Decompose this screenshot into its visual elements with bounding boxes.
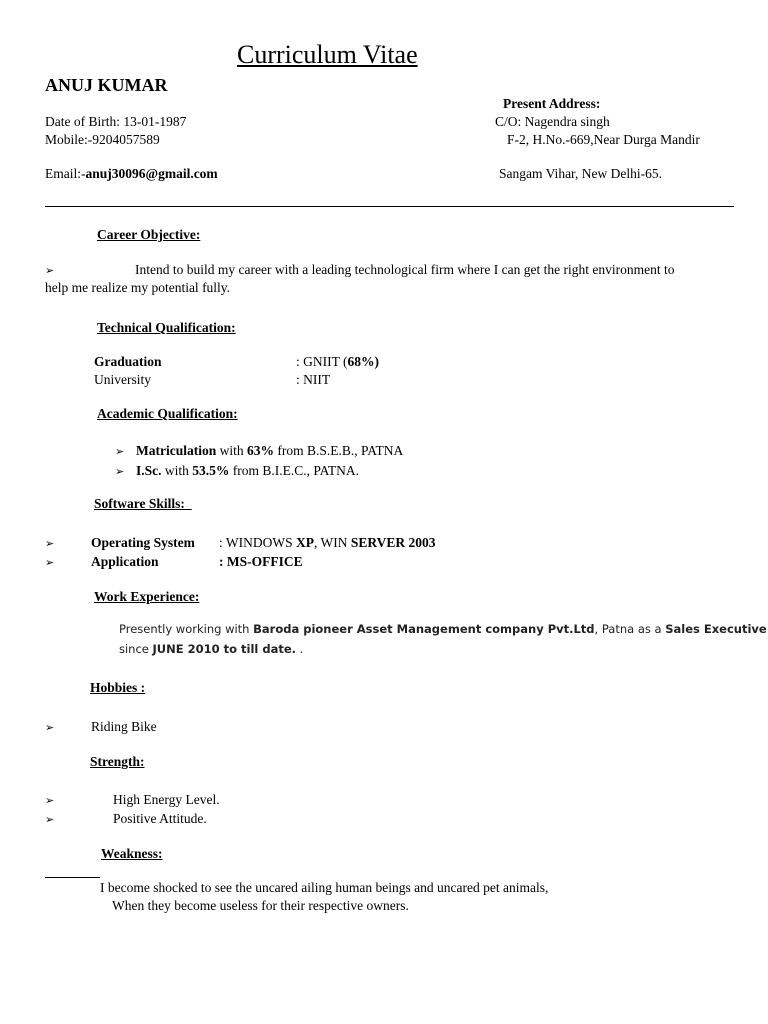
strength-item: High Energy Level.: [113, 792, 220, 807]
academic-item-text: with: [216, 443, 248, 458]
application-value: : MS-OFFICE: [219, 554, 303, 569]
address-line-2: F-2, H.No.-669,Near Durga Mandir: [507, 132, 700, 147]
strength-heading: Strength:: [90, 754, 145, 769]
operating-system-label: Operating System: [91, 535, 195, 550]
weakness-divider: [45, 877, 100, 878]
university-label: University: [94, 372, 151, 387]
academic-item-board: from B.S.E.B., PATNA: [274, 443, 404, 458]
work-experience-line-1: [119, 622, 767, 636]
weakness-line-2: When they become useless for their respective owners.: [112, 898, 409, 913]
weakness-line-1: I become shocked to see the uncared ailing human beings and uncared pet animals,: [100, 880, 549, 895]
university-value: : NIIT: [296, 372, 331, 387]
work-experience-line-2: [119, 642, 303, 656]
document-title: Curriculum Vitae: [237, 40, 418, 69]
bullet-arrow-icon: ➢: [45, 813, 55, 826]
software-skills-heading: [94, 496, 192, 512]
header-divider: [45, 206, 734, 207]
os-value-part: : WINDOWS: [219, 535, 296, 550]
software-skills-heading-text: Software Skills:: [94, 496, 185, 511]
bullet-arrow-icon: ➢: [115, 445, 125, 458]
address-line-1: C/O: Nagendra singh: [495, 114, 610, 129]
academic-item-board: from B.I.E.C., PATNA.: [229, 463, 360, 478]
academic-item-level: Matriculation: [136, 443, 217, 458]
os-value-part: XP: [296, 535, 314, 550]
work-text: , Patna as a: [594, 622, 666, 636]
academic-item: [136, 463, 359, 479]
strength-item: Positive Attitude.: [113, 811, 207, 826]
career-objective-line-2: help me realize my potential fully.: [45, 280, 231, 295]
address-line-3: Sangam Vihar, New Delhi-65.: [499, 166, 662, 181]
graduation-value: [296, 354, 379, 370]
career-objective-line-1: Intend to build my career with a leading technological firm where I can get the right environment to: [135, 262, 675, 277]
work-text: .: [296, 642, 304, 656]
mobile-number: Mobile:-9204057589: [45, 132, 160, 147]
graduation-label: Graduation: [94, 354, 162, 369]
date-of-birth: Date of Birth: 13-01-1987: [45, 114, 187, 129]
technical-qualification-heading: Technical Qualification:: [97, 320, 236, 335]
os-value-part: , WIN: [314, 535, 351, 550]
work-company: Baroda pioneer Asset Management company Pvt.Ltd: [253, 622, 595, 636]
email-label: Email:-: [45, 166, 86, 181]
academic-qualification-heading: Academic Qualification:: [97, 406, 238, 421]
academic-item: [136, 443, 403, 459]
os-value-part: SERVER 2003: [350, 535, 436, 550]
work-text: Presently working with: [119, 622, 254, 636]
bullet-arrow-icon: ➢: [115, 465, 125, 478]
email-line: [45, 166, 218, 182]
bullet-arrow-icon: ➢: [45, 721, 55, 734]
work-text: since: [119, 642, 153, 656]
academic-item-percentage: 53.5%: [192, 463, 230, 478]
application-label: Application: [91, 554, 159, 569]
bullet-arrow-icon: ➢: [45, 556, 55, 569]
bullet-arrow-icon: ➢: [45, 264, 55, 277]
email-value: anuj30096@gmail.com: [85, 166, 218, 181]
bullet-arrow-icon: ➢: [45, 794, 55, 807]
work-designation: Sales Executive: [665, 622, 767, 636]
weakness-heading: Weakness:: [101, 846, 163, 861]
operating-system-value: [219, 535, 436, 551]
career-objective-heading: Career Objective:: [97, 227, 201, 242]
work-duration: JUNE 2010 to till date.: [152, 642, 297, 656]
academic-item-percentage: 63%: [247, 443, 275, 458]
address-heading: Present Address:: [503, 96, 601, 111]
graduation-value-text: : GNIIT (: [296, 354, 348, 369]
hobby-item: Riding Bike: [91, 719, 157, 734]
academic-item-level: I.Sc.: [136, 463, 162, 478]
work-experience-heading: Work Experience:: [94, 589, 200, 604]
bullet-arrow-icon: ➢: [45, 537, 55, 550]
hobbies-heading: Hobbies :: [90, 680, 146, 695]
academic-item-text: with: [161, 463, 193, 478]
graduation-percentage: 68%): [347, 354, 379, 369]
candidate-name: ANUJ KUMAR: [45, 75, 168, 95]
